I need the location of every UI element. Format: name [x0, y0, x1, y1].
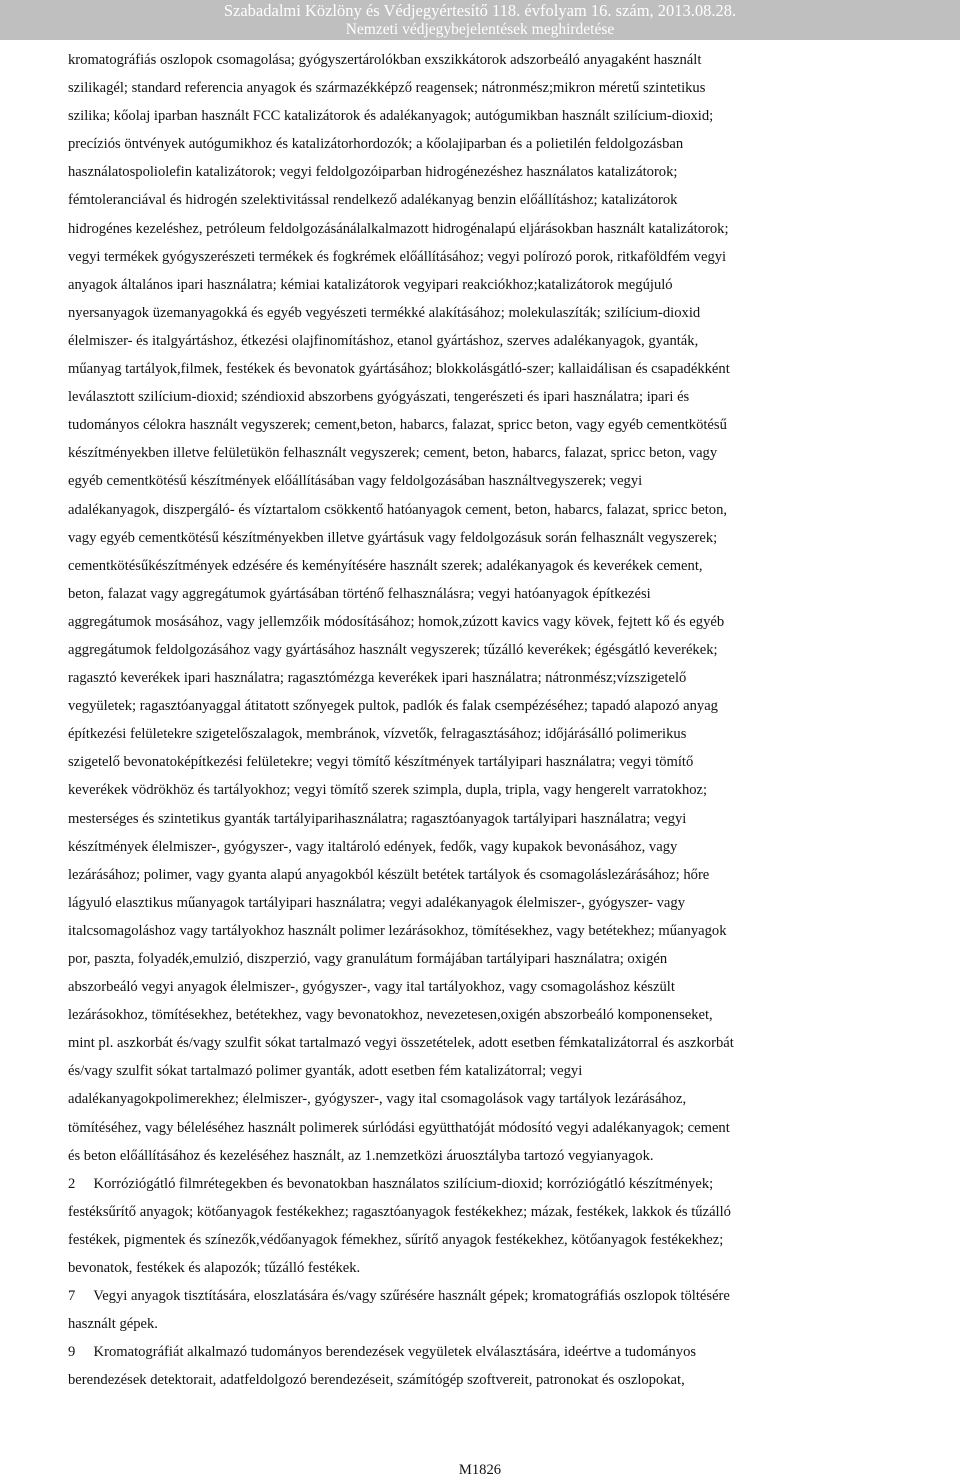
body-text [68, 46, 898, 1395]
text-line: készítmények élelmiszer-, gyógyszer-, vagy italtároló edények, fedők, vagy kupakok bevonásához, vagy [68, 838, 678, 855]
text-line: egyéb cementkötésű készítmények előállításában vagy feldolgozásában használtvegyszerek; vegyi [68, 473, 643, 490]
text-line: vegyületek; ragasztóanyaggal átitatott szőnyegek pultok, padlók és falak csempézéséhez; tapadó alapozó anyag [68, 698, 718, 715]
text-line: szilikagél; standard referencia anyagok és származékképző reagensek; nátronmész;mikron méretű szintetikus [68, 80, 706, 97]
text-line: építkezési felületekre szigetelőszalagok, membránok, vízvetők, felragasztásához; időjárásálló polimerikus [68, 726, 687, 743]
page-header [0, 0, 960, 40]
text-line: szilika; kőolaj iparban használt FCC katalizátorok és adalékanyagok; autógumikban használt szilícium-dioxid; [68, 108, 714, 125]
text-line: italcsomagoláshoz vagy tartályokhoz használt polimer lezárásokhoz, tömítésekhez, vagy betétekhez; műanyagok [68, 922, 727, 939]
text-line: mint pl. aszkorbát és/vagy szulfit sókat tartalmazó vegyi összetételek, adott esetben fémkatalizátorral és aszkorbát [68, 1035, 734, 1052]
text-line: berendezések detektorait, adatfeldolgozó berendezéseit, számítógép szoftvereit, patronokat és oszlopokat, [68, 1372, 685, 1389]
text-line: aggregátumok feldolgozásához vagy gyártásához használt vegyszerek; tűzálló keverékek; égésgátló keverékek; [68, 641, 718, 658]
text-line: 7 Vegyi anyagok tisztítására, eloszlatására és/vagy szűrésére használt gépek; kromatográfiás oszlopok töltésére [68, 1288, 730, 1305]
text-line: tömítéséhez, vagy béleléséhez használt polimerek súrlódási együtthatóját módosító vegyi adalékanyagok; cement [68, 1119, 730, 1136]
text-line: leválasztott szilícium-dioxid; széndioxid abszorbens gyógyászati, tengerészeti és ipari használatra; ipari és [68, 389, 690, 406]
text-line: műanyag tartályok,filmek, festékek és bevonatok gyártásához; blokkolásgátló-szer; kallaidálisan és csapadékként [68, 361, 730, 378]
text-line: vegyi termékek gyógyszerészeti termékek és fogkrémek előállításához; vegyi polírozó porok, ritkaföldfém vegyi [68, 248, 727, 265]
text-line: adalékanyagokpolimerekhez; élelmiszer-, gyógyszer-, vagy ital csomagolások vagy tartályok lezárásához, [68, 1091, 687, 1108]
journal-title: Szabadalmi Közlöny és Védjegyértesítő 118. évfolyam 16. szám, 2013.08.28. [223, 1, 737, 20]
text-line: ragasztó keverékek ipari használatra; ragasztómézga keverékek ipari használatra; nátronmész;vízszigetelő [68, 670, 687, 687]
text-line: tudományos célokra használt vegyszerek; cement,beton, habarcs, falazat, spricc beton, vagy egyéb cementkötésű [68, 417, 727, 434]
text-line: lezárásokhoz, tömítésekhez, betétekhez, vagy bevonatokhoz, nevezetesen,oxigén abszorbeáló komponenseket, [68, 1007, 713, 1024]
text-line: beton, falazat vagy aggregátumok gyártásában történő felhasználásra; vegyi hatóanyagok építkezési [68, 585, 651, 602]
text-line: bevonatok, festékek és alapozók; tűzálló festékek. [68, 1260, 361, 1277]
text-line: és/vagy szulfit sókat tartalmazó polimer gyanták, adott esetben fém katalizátorral; vegyi [68, 1063, 583, 1080]
text-line: használt gépek. [68, 1316, 158, 1333]
text-line: használatospoliolefin katalizátorok; vegyi feldolgozóiparban hidrogénezéshez használatos katalizátorok; [68, 164, 678, 181]
text-line: kromatográfiás oszlopok csomagolása; gyógyszertárolókban exszikkátorok adszorbeáló anyagaként használt [68, 52, 702, 68]
text-line: nyersanyagok üzemanyagokká és egyéb vegyészeti termékké alakításához; molekulaszíták; szilícium-dioxid [68, 304, 701, 321]
text-line: készítményekben illetve felületükön felhasznált vegyszerek; cement, beton, habarcs, falazat, spricc beton, vagy [68, 445, 718, 462]
text-line: abszorbeáló vegyi anyagok élelmiszer-, gyógyszer-, vagy ital tartályokhoz, vagy csomagoláshoz készült [68, 979, 675, 996]
text-line: festékek, pigmentek és színezők,védőanyagok fémekhez, sűrítő anyagok festékekhez, kötőanyagok festékekhez; [68, 1231, 724, 1248]
text-line: és beton előállításához és kezeléséhez használt, az 1.nemzetközi áruosztályba tartozó vegyianyagok. [68, 1147, 654, 1164]
section-title: Nemzeti védjegybejelentések meghirdetése [345, 21, 615, 38]
text-line: aggregátumok mosásához, vagy jellemzőik módosításához; homok,zúzott kavics vagy kövek, fejtett kő és egyéb [68, 613, 725, 630]
text-line: lágyuló elasztikus műanyagok tartályipari használatra; vegyi adalékanyagok élelmiszer-, gyógyszer- vagy [68, 894, 685, 911]
text-line: festéksűrítő anyagok; kötőanyagok festékekhez; ragasztóanyagok festékekhez; mázak, festékek, lakkok és tűzálló [68, 1203, 731, 1220]
text-line: precíziós öntvények autógumikhoz és katalizátorhordozók; a kőolajiparban és a polietilén feldolgozásban [68, 136, 684, 153]
text-line: keverékek vödrökhöz és tartályokhoz; vegyi tömítő szerek szimpla, dupla, tripla, vagy hengerelt varratokhoz; [68, 782, 708, 799]
text-line: vagy egyéb cementkötésű készítményekben illetve gyártásuk vagy feldolgozásuk során felhasznált vegyszerek; [68, 529, 718, 546]
text-line: szigetelő bevonatoképítkezési felületekre; vegyi tömítő készítmények tartályipari használatra; vegyi tömítő [68, 754, 694, 771]
text-line: hidrogénes kezeléshez, petróleum feldolgozásánálalkalmazott hidrogénalapú eljárásokban használt katalizátorok; [68, 220, 729, 237]
text-line: por, paszta, folyadék,emulzió, diszperzió, vagy granulátum formájában tartályipari használatra; oxigén [68, 951, 668, 967]
text-line: adalékanyagok, diszpergáló- és víztartalom csökkentő hatóanyagok cement, beton, habarcs, falazat, spricc beton, [68, 501, 728, 518]
text-line: anyagok általános ipari használatra; kémiai katalizátorok vegyipari reakciókhoz;katalizátorok megújuló [68, 276, 673, 293]
page-number: M1826 [458, 1462, 502, 1478]
text-line: lezárásához; polimer, vagy gyanta alapú anyagokból készült betétek tartályok és csomagoláslezárásához; hőre [68, 866, 710, 883]
text-line: fémtoleranciával és hidrogén szelektivitással rendelkező adalékanyag benzin előállításhoz; katalizátorok [68, 192, 678, 209]
text-line: 2 Korróziógátló filmrétegekben és bevonatokban használatos szilícium-dioxid; korróziógátló készítmények; [68, 1175, 714, 1192]
text-line: élelmiszer- és italgyártáshoz, étkezési olajfinomításhoz, etanol gyártáshoz, szerves adalékanyagok, gyanták, [68, 332, 699, 349]
text-line: mesterséges és szintetikus gyanták tartályiparihasználatra; ragasztóanyagok tartályipari használatra; vegyi [68, 810, 687, 827]
text-line: 9 Kromatográfiát alkalmazó tudományos berendezések vegyületek elválasztására, ideértve a tudományos [68, 1344, 697, 1361]
text-line: cementkötésűkészítmények edzésére és keményítésére használt szerek; adalékanyagok és keverékek cement, [68, 557, 703, 574]
